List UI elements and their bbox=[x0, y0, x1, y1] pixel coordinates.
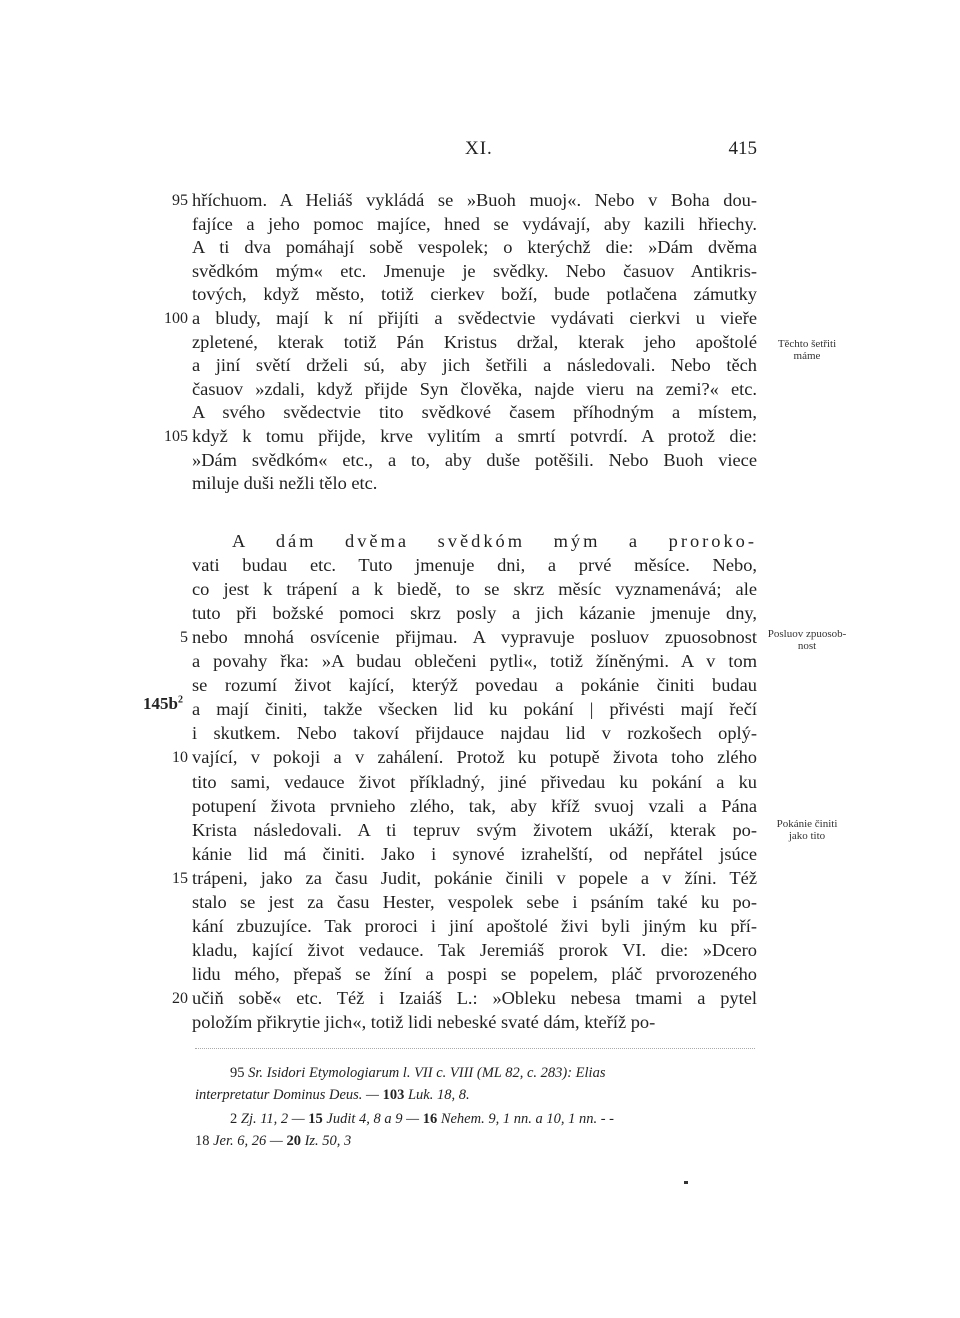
footnote-number: 16 bbox=[422, 1111, 438, 1127]
text-line: Krista následovali. A ti tepruv svým životem ukáží, kterak po- bbox=[192, 819, 757, 840]
text-line: hříchuom. A Heliáš vykládá se »Buoh muoj«. Nebo v Boha dou- bbox=[192, 190, 757, 210]
text-line: kánie lid má činiti. Jako i synové izrahelští, od nepřátel jsúce bbox=[192, 843, 757, 864]
text-line: a jiní světí drželi sú, aby jich šetřili a následovali. Nebo těch bbox=[192, 355, 757, 376]
text-line: kání zbuzujíce. Tak proroci i jiní apoštolé živi byli jiným ku pří- bbox=[192, 915, 757, 936]
text-line: kladu, kající život vedauce. Tak Jeremiáš prorok VI. die: »Dcero bbox=[192, 939, 757, 960]
page-header bbox=[190, 138, 757, 164]
footnote-number: 103 bbox=[382, 1087, 405, 1103]
text-line: vající, v pokoji a v zahálení. Protož ku potupě života toho zlého bbox=[192, 747, 757, 768]
text-line: nebo mnohá osvícenie přijmau. A vypravuje posluov zpuosobnost bbox=[192, 627, 757, 648]
footnote-text: Nehem. 9, 1 nn. a 10, 1 nn. - - bbox=[440, 1111, 614, 1127]
margin-note-1: Těchto šetřiti máme bbox=[777, 338, 837, 362]
text-line: tuto při božské pomoci skrz posly a jich kázanie jmenuje dny, bbox=[192, 603, 757, 624]
text-line: lidu mého, přepaš se žíní a pospi se popelem, pláč prvorozeného bbox=[192, 963, 757, 984]
text-line: zpletené, kterak totiž Pán Kristus držal, kterak jeho apoštolé bbox=[192, 331, 757, 352]
line-number: 5 bbox=[180, 629, 188, 647]
page-number: 415 bbox=[728, 138, 757, 159]
chapter-heading: XI. bbox=[465, 138, 493, 159]
text-line: a povahy řka: »A budau oblečeni pytli«, totiž žíněnými. A v tom bbox=[192, 651, 757, 672]
text-line: když k tomu přijde, krve vylitím a smrtí potvrdí. A protož die: bbox=[192, 426, 757, 446]
footnote-number: 95 bbox=[230, 1065, 245, 1081]
footnote-text: Zj. 11, 2 — bbox=[240, 1111, 305, 1127]
text-line: A dám dvěma svědkóm mým a proroko- bbox=[232, 531, 757, 551]
text-line: tito sami, vedauce život příkladný, jiné přivedau ku pokání a ku bbox=[192, 771, 757, 792]
text-line: potupení života prvnieho zlého, tak, aby kříž svuoj vzali a Pána bbox=[192, 795, 757, 816]
footnote-number: 2 bbox=[230, 1111, 238, 1127]
margin-note-3: Pokánie činiti jako tito bbox=[776, 818, 838, 842]
text-line: A ti dva pomáhají sobě vespolek; o kterýchž die: »Dám dvěma bbox=[192, 237, 757, 258]
footnote-text: Iz. 50, 3 bbox=[304, 1133, 352, 1149]
line-number: 15 bbox=[172, 869, 188, 887]
line-number: 100 bbox=[164, 310, 188, 327]
footnote-text: Sr. Isidori Etymologiarum l. VII c. VIII (ML 82, c. 283): Elias bbox=[248, 1065, 606, 1081]
text-line: tových, když město, totiž cierkev boží, bude potlačena zámutky bbox=[192, 284, 757, 305]
footnote-text: Judit 4, 8 a 9 — bbox=[326, 1111, 420, 1127]
footnote-number: 18 bbox=[195, 1133, 210, 1149]
footnote-text: Jer. 6, 26 — bbox=[213, 1133, 283, 1149]
line-number: 10 bbox=[172, 749, 188, 767]
text-line: stalo se jest za času Hester, vespolek sebe i psáním také ku po- bbox=[192, 891, 757, 912]
line-number: 105 bbox=[164, 428, 188, 445]
text-line: a bludy, mají k ní přijíti a svědectvie vydávati cierkvi u vieře bbox=[192, 308, 757, 328]
footnote-text: Luk. 18, 8. bbox=[407, 1087, 470, 1103]
footnote-line-2 bbox=[195, 1084, 760, 1106]
text-line: svědkóm mým« etc. Jmenuje je svědky. Nebo časuov Antikris- bbox=[192, 260, 757, 281]
text-line: trápeni, jako za času Judit, pokánie činili v popele a v žíni. Též bbox=[192, 867, 757, 888]
text-line: učiň sobě« etc. Též i Izaiáš L.: »Obleku nebesa tmami a pytel bbox=[192, 987, 757, 1008]
text-line: i skutkem. Nebo takoví přijdauce najdau lid v rozkošech oplý- bbox=[192, 723, 757, 744]
text-line: se rozumí život kající, kterýž povedau a pokánie činiti budau bbox=[192, 675, 757, 696]
footnote-separator bbox=[195, 1048, 755, 1049]
margin-note-2: Posluov zpuosob-nost bbox=[767, 628, 847, 652]
text-line: položím přikrytie jich«, totiž lidi nebeské svaté dám, kteříž po- bbox=[192, 1012, 656, 1032]
footnote-number: 15 bbox=[308, 1111, 323, 1127]
text-line: A svého svědectvie tito svědkové časem příhodným a místem, bbox=[192, 402, 757, 423]
text-line: »Dám svědkóm« etc., a to, aby duše potěšili. Nebo Buoh viece bbox=[192, 449, 757, 470]
folio-number: 145b bbox=[143, 694, 178, 713]
footnote-line-1 bbox=[195, 1062, 760, 1084]
footnote-text: interpretatur Dominus Deus. — bbox=[195, 1087, 379, 1103]
line-number: 95 bbox=[172, 192, 188, 209]
stray-mark bbox=[684, 1181, 688, 1184]
folio-mark bbox=[143, 694, 183, 714]
line-number: 20 bbox=[172, 989, 188, 1007]
text-line: co jest k trápení a k biedě, to se skrz měsíc vyznamenává; ale bbox=[192, 579, 757, 600]
footnote-number: 20 bbox=[286, 1133, 301, 1149]
text-line: a mají činiti, takže všecken lid ku pokání | přivésti mají řečí bbox=[192, 699, 757, 720]
text-line: miluje duši nežli tělo etc. bbox=[192, 473, 378, 494]
text-line: časuov »zdali, když přijde Syn člověka, najde vieru na zemi?« etc. bbox=[192, 378, 757, 399]
folio-superscript: 2 bbox=[177, 694, 183, 706]
text-line: vati budau etc. Tuto jmenuje dni, a prvé měsíce. Nebo, bbox=[192, 555, 757, 576]
footnote-line-3 bbox=[195, 1108, 760, 1130]
text-line: fajíce a jeho pomoc majíce, hned se vydávají, aby kazili hřiechy. bbox=[192, 213, 757, 234]
footnote-line-4 bbox=[195, 1130, 760, 1152]
